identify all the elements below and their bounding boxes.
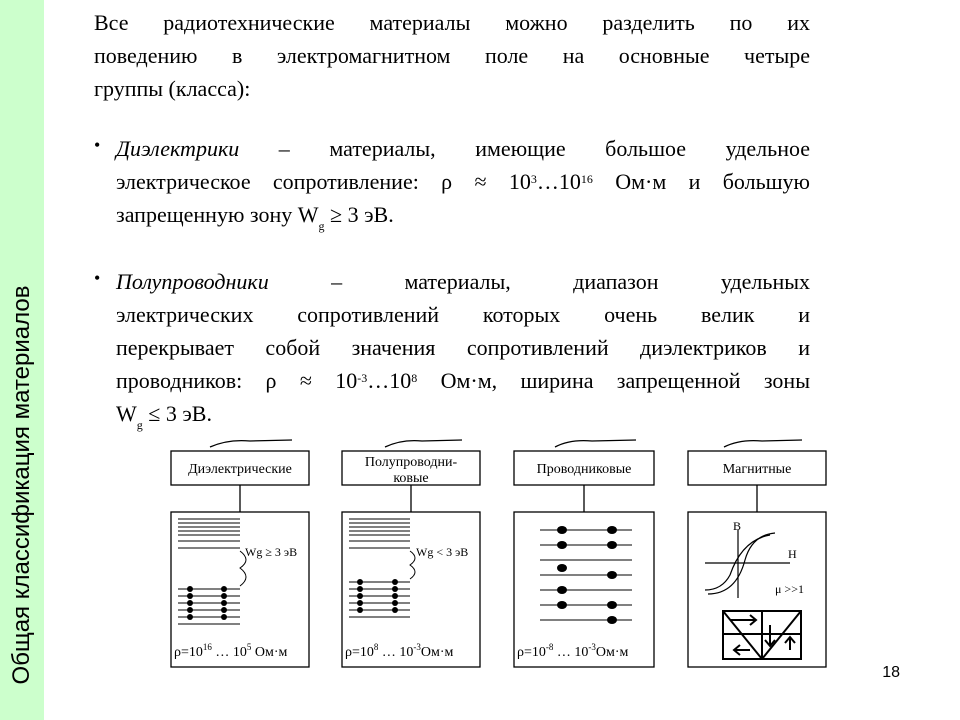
term-dielectrics: Диэлектрики (116, 136, 240, 161)
subscript: g (318, 219, 325, 233)
label-dielectric: Диэлектрические (188, 462, 292, 477)
text-span: запрещенную зону W (116, 202, 319, 227)
intro-line: Все радиотехнические материалы можно разделить по их (94, 10, 810, 35)
text-span: – материалы, имеющие большое удельное (278, 136, 810, 161)
connector-line (555, 440, 636, 447)
axis-h-label: H (788, 547, 797, 561)
bullet-dot: • (94, 135, 101, 155)
text-span: W (116, 401, 137, 426)
text-span: проводников: ρ ≈ 10 (116, 368, 358, 393)
exponent: 16 (580, 172, 593, 186)
connector-line (724, 440, 802, 447)
bands-conductor (540, 530, 632, 620)
exponent: 3 (530, 172, 537, 186)
label-semiconductor-2: ковые (393, 471, 429, 486)
mu-label: μ >>1 (775, 582, 804, 596)
text-span: Ом·м, ширина запрещенной зоны (417, 368, 810, 393)
rho-label-semiconductor: $\rho=10^8$ … $10^{-3}Ом\cdot м$ (345, 642, 454, 660)
intro-line: поведению в электромагнитном поле на основные четыре (94, 43, 810, 68)
text-span: ≤ 3 эВ. (142, 401, 212, 426)
exponent: 8 (411, 371, 418, 385)
gap-label-dielectric: Wg ≥ 3 эВ (245, 545, 298, 559)
text-span: Ом·м и большую (592, 169, 810, 194)
term-semiconductors: Полупроводники (116, 269, 269, 294)
text-span: …10 (536, 169, 581, 194)
connector-line (210, 440, 292, 447)
text-span: …10 (367, 368, 412, 393)
gap-label-semiconductor: Wg < 3 эВ (416, 545, 469, 559)
page-number: 18 (882, 664, 900, 681)
text-line: электрических сопротивлений которых очень велик и (116, 302, 810, 327)
rho-label-conductor: $\rho=10^{-8}$ … $10^{-3}Ом\cdot м$ (517, 642, 629, 660)
label-magnetic: Магнитные (722, 462, 792, 477)
rho-label-dielectric: $\rho=10^{16}$ … $10^5$ Ом·м (174, 642, 288, 660)
bullet-dot: • (94, 268, 101, 288)
text-span: – материалы, диапазон удельных (331, 269, 810, 294)
text-span: электрическое сопротивление: ρ ≈ 10 (116, 169, 531, 194)
sidebar-title: Общая классификация материалов (8, 285, 35, 685)
axis-b-label: B (733, 519, 742, 533)
text-span: ≥ 3 эВ. (324, 202, 394, 227)
connector-line (385, 440, 462, 447)
label-semiconductor-1: Полупроводни- (364, 455, 458, 470)
intro-line: группы (класса): (94, 76, 251, 101)
subscript: g (136, 418, 143, 432)
label-conductor: Проводниковые (536, 462, 632, 477)
text-line: перекрывает собой значения сопротивлений диэлектриков и (116, 335, 810, 360)
exponent: -3 (357, 371, 368, 385)
